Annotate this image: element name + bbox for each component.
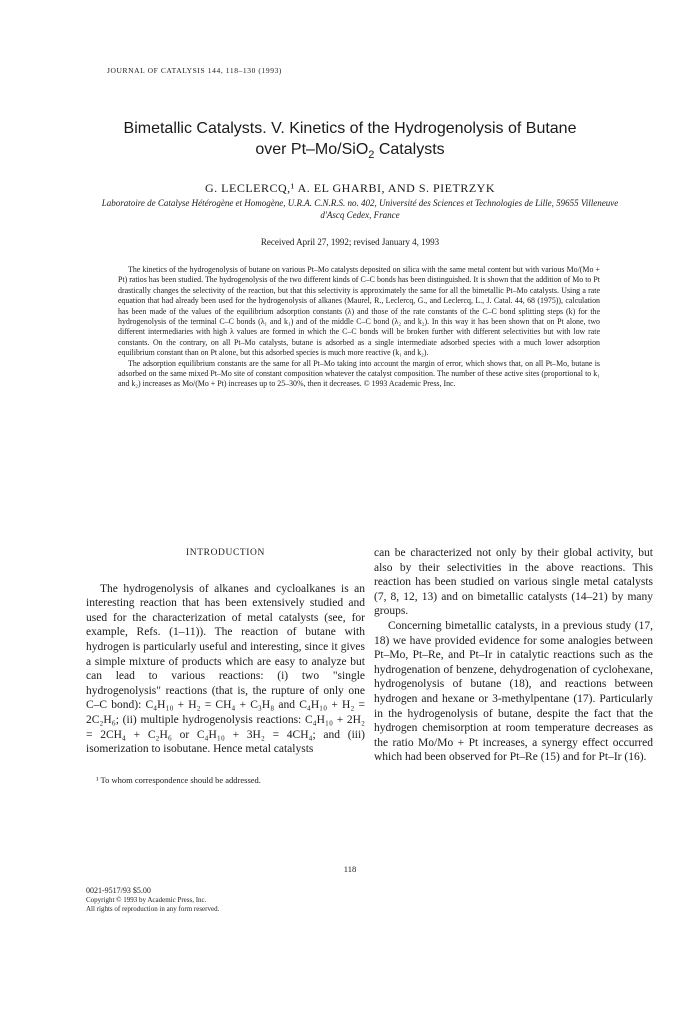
title-line-2-pre: over Pt–Mo/SiO	[255, 141, 369, 158]
copyright-block	[86, 886, 219, 915]
received-date: Received April 27, 1992; revised January 4, 1993	[260, 237, 440, 247]
title-line-2-post: Catalysts	[374, 141, 445, 158]
right-column	[374, 546, 653, 765]
abstract-paragraph-1: The kinetics of the hydrogenolysis of butane on various Pt–Mo catalysts deposited on silica with the same metal content but with various Mo/(Mo + Pt) ratios has been studied. The hydrogenolysis of the two different kinds of C–C bonds has been distinguished. It is shown that the addition of Mo to Pt drastically changes the selectivity of the reaction, but that this selectivity is approximately the same for all the bimetallic Pt–Mo catalysts. Using a rate equation that had already been used for the hydrogenolysis of alkanes (Maurel, R., Leclercq, G., and Leclercq, L., J. Catal. 44, 68 (1975)), calculation has been made of the values of the equilibrium adsorption constants (λ) and those of the rate constants of the C–C bond splitting steps (k) for the hydrogenolysis of the terminal C–C bonds (λ₁ and k₁) and of the middle C–C bond (λ₂ and k₂). In this way it has been shown that on Pt alone, two different intermediaries with high λ values are formed in which the C–C bonds will be broken further with different selectivities but with low rate constants. On the contrary, on all Pt–Mo catalysts, butane is adsorbed as a single intermediate adsorbed species with a much lower adsorption equilibrium constant than on Pt alone, but this adsorbed species is much more reactive (k₁ and k₂).	[118, 265, 600, 358]
affiliation: Laboratoire de Catalyse Hétérogène et Homogène, U.R.A. C.N.R.S. no. 402, Université des Sciences et Technologies de Lille, 59655 Villeneuve d'Ascq Cedex, France	[101, 198, 619, 220]
left-column	[86, 546, 365, 787]
title-line-1: Bimetallic Catalysts. V. Kinetics of the Hydrogenolysis of Butane	[123, 120, 577, 137]
footnote: ¹ To whom correspondence should be addressed.	[96, 774, 261, 785]
copyright-line: Copyright © 1993 by Academic Press, Inc.	[86, 895, 207, 904]
body-paragraph: The hydrogenolysis of alkanes and cycloalkanes is an interesting reaction that has been extensively studied and used for the characterization of metal catalysts (see, for example, Refs. (1–11)). The reaction of butane with hydrogen is particularly useful and interesting, since it gives a simple mixture of products which are easy to analyze but can lead to various reactions: (i) two "single hydrogenolysis" reactions (that is, the rupture of only one C–C bond): C₄H₁₀ + H₂ = CH₄ + C₃H₈ and C₄H₁₀ + H₂ = 2C₂H₆; (ii) multiple hydrogenolysis reactions: C₄H₁₀ + 2H₂ = 2CH₄ + C₂H₆ or C₄H₁₀ + 3H₂ = 4CH₄; and (iii) isomerization to isobutane. Hence metal catalysts	[86, 582, 365, 756]
abstract-paragraph-2: The adsorption equilibrium constants are the same for all Pt–Mo taking into account the margin of error, which shows that, on all Pt–Mo, butane is adsorbed on the same mixed Pt–Mo site of constant composition whatever the catalyst composition. The number of these active sites (proportional to k₁ and k₂) increases as Mo/(Mo + Pt) increases up to 25–30%, then it decreases. © 1993 Academic Press, Inc.	[118, 358, 600, 389]
title-sub: 2	[368, 149, 375, 162]
section-heading: INTRODUCTION	[186, 548, 265, 558]
journal-header: JOURNAL OF CATALYSIS 144, 118–130 (1993)	[107, 66, 283, 75]
abstract	[118, 265, 600, 390]
article-title	[60, 118, 640, 166]
authors: G. LECLERCQ,¹ A. EL GHARBI, AND S. PIETRZYK	[205, 181, 495, 195]
body-paragraph: Concerning bimetallic catalysts, in a previous study (17, 18) we have provided evidence for some analogies between Pt–Mo, Pt–Re, and Pt–Ir in catalytic reactions such as the hydrogenation of benzene, dehydrogenation of cyclohexane, hydrogenolysis of butane (18), and reactions between hydrogen and hexane or 3-methylpentane (17). Particularly in the hydrogenolysis of butane, despite the fact that the hydrogen chemisorption at room temperature decreases as the ratio Mo/Mo + Pt increases, a synergy effect occurred which had been observed for Pt–Re (15) and for Pt–Ir (16).	[374, 619, 653, 764]
body-paragraph: can be characterized not only by their global activity, but also by their selectivities in the above reactions. This reaction has been studied on various single metal catalysts (7, 8, 12, 13) and on bimetallic catalysts (14–21) by many groups.	[374, 547, 653, 618]
page-number: 118	[343, 864, 357, 874]
price-code: 0021-9517/93 $5.00	[86, 886, 151, 895]
rights-line: All rights of reproduction in any form reserved.	[86, 905, 220, 913]
title-line-2	[60, 139, 640, 166]
